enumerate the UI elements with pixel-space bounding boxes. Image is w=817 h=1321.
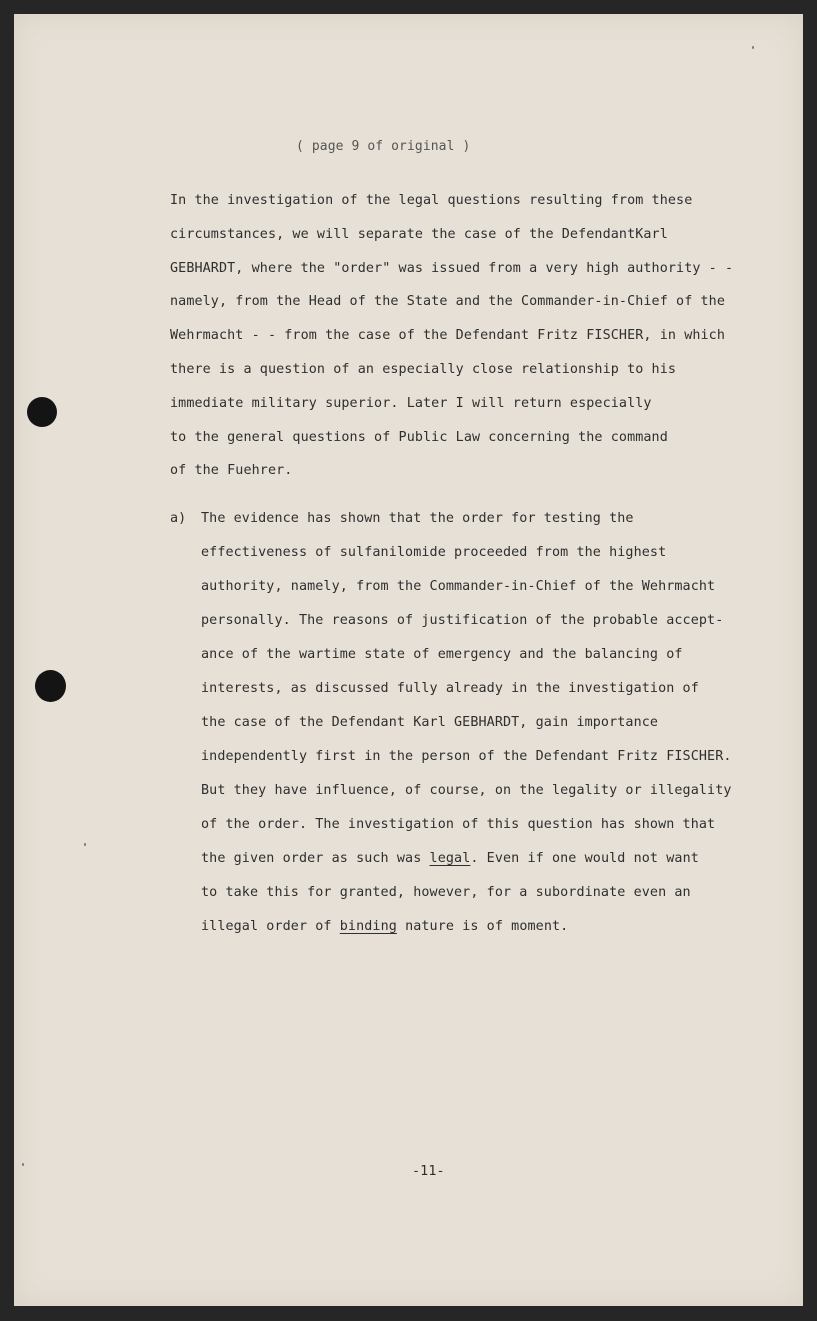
paragraph-line: Wehrmacht - - from the case of the Defendant Fritz FISCHER, in which [170,328,726,343]
paragraph-line: independently first in the person of the Defendant Fritz FISCHER. [201,749,732,764]
punch-hole [27,397,57,427]
line-text: illegal order of [201,919,340,934]
page-header: ( page 9 of original ) [296,139,471,154]
paragraph-line: In the investigation of the legal questions resulting from these [170,193,693,208]
paper-speck [752,46,754,49]
paragraph-line [201,851,699,866]
paragraph-line: of the order. The investigation of this question has shown that [201,817,716,832]
paper-speck [22,1163,24,1166]
paragraph-line: to take this for granted, however, for a subordinate even an [201,885,691,900]
paragraph-line: namely, from the Head of the State and the Commander-in-Chief of the [170,294,726,309]
underlined-word-legal: legal [429,851,471,866]
paragraph-line: personally. The reasons of justification of the probable accept- [201,613,724,628]
paragraph-line [201,919,568,934]
punch-hole [35,670,66,702]
paragraph-line: The evidence has shown that the order for testing the [201,511,634,526]
underlined-word-binding: binding [339,919,397,934]
paragraph-line: But they have influence, of course, on the legality or illegality [201,783,732,798]
paragraph-line: effectiveness of sulfanilomide proceeded from the highest [201,545,667,560]
paragraph-line: immediate military superior. Later I will return especially [170,396,652,411]
paragraph-line: to the general questions of Public Law concerning the command [170,430,668,445]
paragraph-line: ance of the wartime state of emergency and the balancing of [201,647,683,662]
paper-speck [84,843,86,846]
paragraph-line: circumstances, we will separate the case of the DefendantKarl [170,227,668,242]
paragraph-line: there is a question of an especially close relationship to his [170,362,677,377]
paragraph-line: GEBHARDT, where the "order" was issued from a very high authority - - [170,261,734,276]
line-text: nature is of moment. [396,919,569,934]
paragraph-line: interests, as discussed fully already in the investigation of [201,681,699,696]
page-number: -11- [412,1164,445,1179]
paragraph-line: authority, namely, from the Commander-in-Chief of the Wehrmacht [201,579,716,594]
line-text: the given order as such was [201,851,430,866]
paragraph-line: the case of the Defendant Karl GEBHARDT, gain importance [201,715,659,730]
paragraph-label: a) [170,511,187,526]
line-text: . Even if one would not want [470,851,699,866]
paragraph-line: of the Fuehrer. [170,463,293,478]
